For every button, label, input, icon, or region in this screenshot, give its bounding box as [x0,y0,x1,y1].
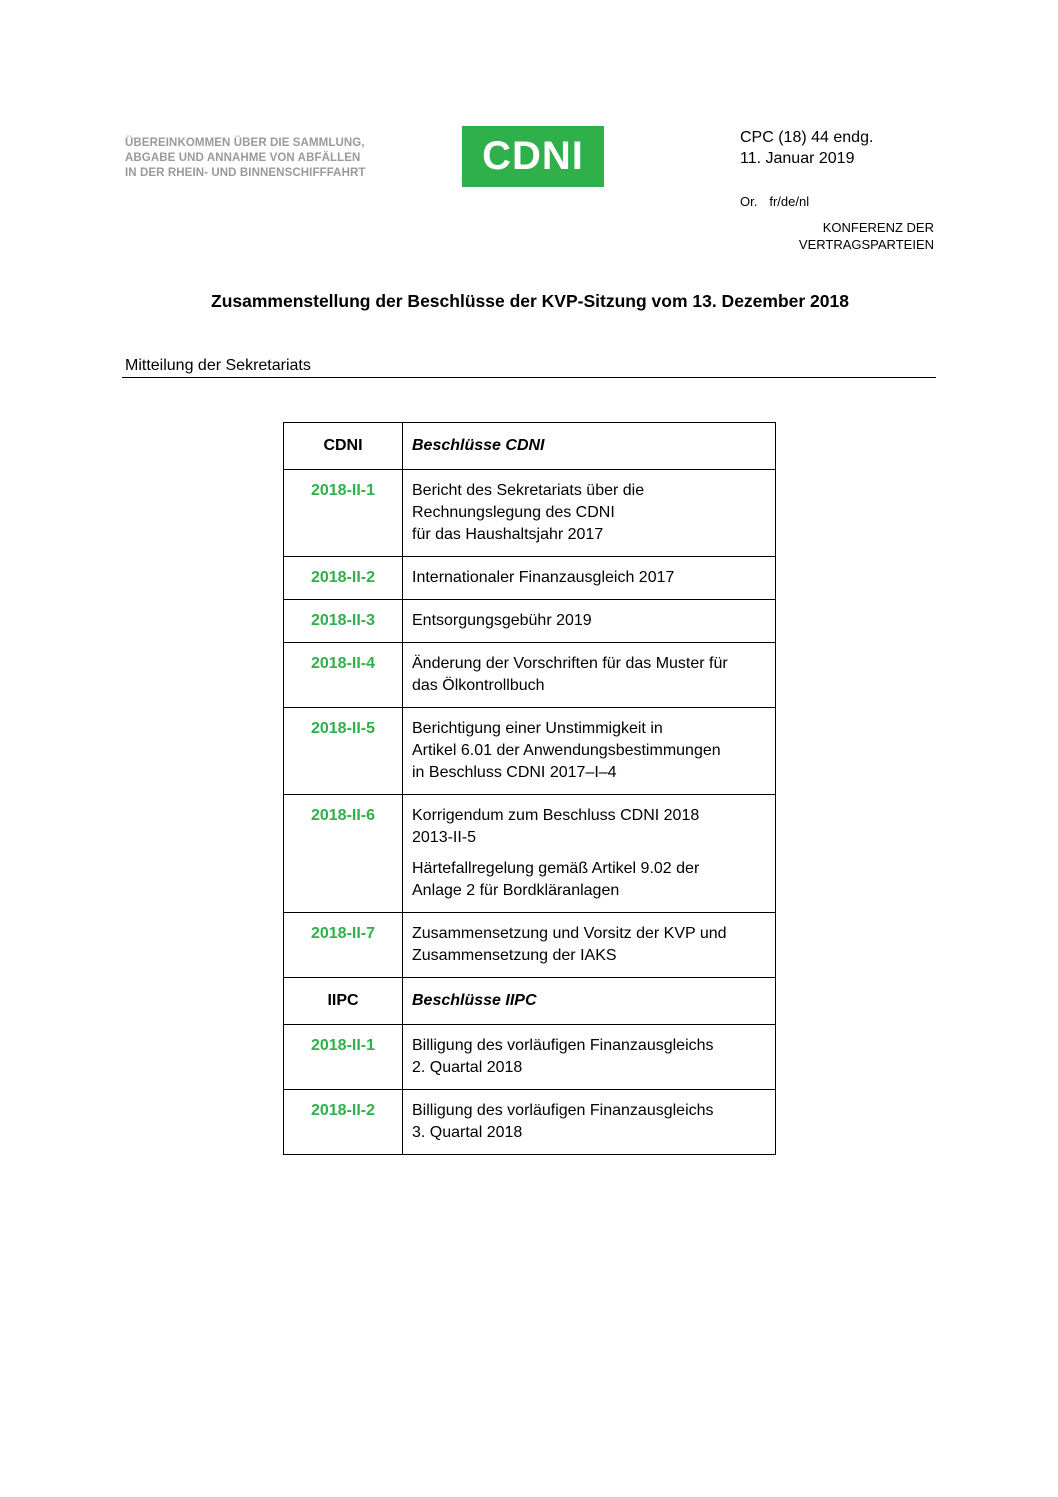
decision-description-cell [403,643,776,708]
paragraph-gap [412,849,767,858]
decision-description-line: in Beschluss CDNI 2017–I–4 [412,764,617,781]
group-label-cell: Beschlüsse CDNI [403,423,776,470]
table-row [284,913,776,978]
decision-code-cell: 2018-II-3 [284,600,403,643]
header-divider [122,377,936,378]
table-row [284,795,776,913]
conference-label [799,219,934,253]
decision-description-line: Härtefallregelung gemäß Artikel 9.02 der [412,860,700,877]
original-label: Or. [740,194,758,209]
decision-description-cell [403,557,776,600]
table-row [284,708,776,795]
document-title: Zusammenstellung der Beschlüsse der KVP-Sitzung vom 13. Dezember 2018 [211,291,849,311]
decision-description-cell [403,1025,776,1090]
decision-description-line: Internationaler Finanzausgleich 2017 [412,569,675,586]
group-code-cell: CDNI [284,423,403,470]
decision-description-line: Zusammensetzung der IAKS [412,947,617,964]
organisation-name-line: ABGABE UND ANNAHME VON ABFÄLLEN [125,152,361,164]
cdni-logo: CDNI [462,126,604,187]
decision-code-cell: 2018-II-2 [284,1090,403,1155]
decision-code-cell: 2018-II-6 [284,795,403,913]
decision-description-line: Artikel 6.01 der Anwendungsbestimmungen [412,742,721,759]
decision-description-cell [403,1090,776,1155]
organisation-name-line: ÜBEREINKOMMEN ÜBER DIE SAMMLUNG, [125,137,365,149]
decision-description-line: Entsorgungsgebühr 2019 [412,612,592,629]
secretariat-notice: Mitteilung der Sekretariats [125,357,311,374]
table-row [284,1090,776,1155]
decision-code-cell: 2018-II-5 [284,708,403,795]
decision-description-line: Bericht des Sekretariats über die [412,482,645,499]
decision-description-line: Zusammensetzung und Vorsitz der KVP und [412,925,727,942]
table-group-header-row [284,978,776,1025]
decision-description-line: 2013-II-5 [412,829,477,846]
group-label-cell: Beschlüsse IIPC [403,978,776,1025]
decision-description-line: 2. Quartal 2018 [412,1059,523,1076]
decision-description-line: Billigung des vorläufigen Finanzausgleichs [412,1102,714,1119]
decision-description-line: Anlage 2 für Bordkläranlagen [412,882,620,899]
document-date: 11. Januar 2019 [740,150,855,167]
conference-line: KONFERENZ DER [822,220,934,235]
decision-description-line: 3. Quartal 2018 [412,1124,523,1141]
decision-description-cell [403,795,776,913]
table-row [284,600,776,643]
decision-description-line: Berichtigung einer Unstimmigkeit in [412,720,663,737]
decisions-table [283,422,776,1155]
decision-description-line: Billigung des vorläufigen Finanzausgleichs [412,1037,714,1054]
decision-description-line: Änderung der Vorschriften für das Muster für [412,655,728,672]
decision-description-line: für das Haushaltsjahr 2017 [412,526,604,543]
organisation-name [125,136,366,181]
original-languages [740,194,809,209]
decision-description-cell [403,913,776,978]
decision-code-cell: 2018-II-7 [284,913,403,978]
organisation-name-line: IN DER RHEIN- UND BINNENSCHIFFFAHRT [125,167,366,179]
table-row [284,557,776,600]
decision-description-cell [403,600,776,643]
decision-description-line: Korrigendum zum Beschluss CDNI 2018 [412,807,700,824]
original-language-codes: fr/de/nl [769,194,810,209]
table-group-header-row [284,423,776,470]
document-reference-block [740,127,873,169]
decisions-table-body [284,423,776,1155]
decision-code-cell: 2018-II-2 [284,557,403,600]
group-code-cell: IIPC [284,978,403,1025]
decision-description-cell [403,708,776,795]
decision-code-cell: 2018-II-4 [284,643,403,708]
table-row [284,643,776,708]
conference-line: VERTRAGSPARTEIEN [798,237,934,252]
decision-description-line: Rechnungslegung des CDNI [412,504,615,521]
decision-description-cell [403,470,776,557]
table-row [284,470,776,557]
decision-description-line: das Ölkontrollbuch [412,677,545,694]
decision-code-cell: 2018-II-1 [284,1025,403,1090]
decision-code-cell: 2018-II-1 [284,470,403,557]
table-row [284,1025,776,1090]
document-reference: CPC (18) 44 endg. [740,129,874,146]
